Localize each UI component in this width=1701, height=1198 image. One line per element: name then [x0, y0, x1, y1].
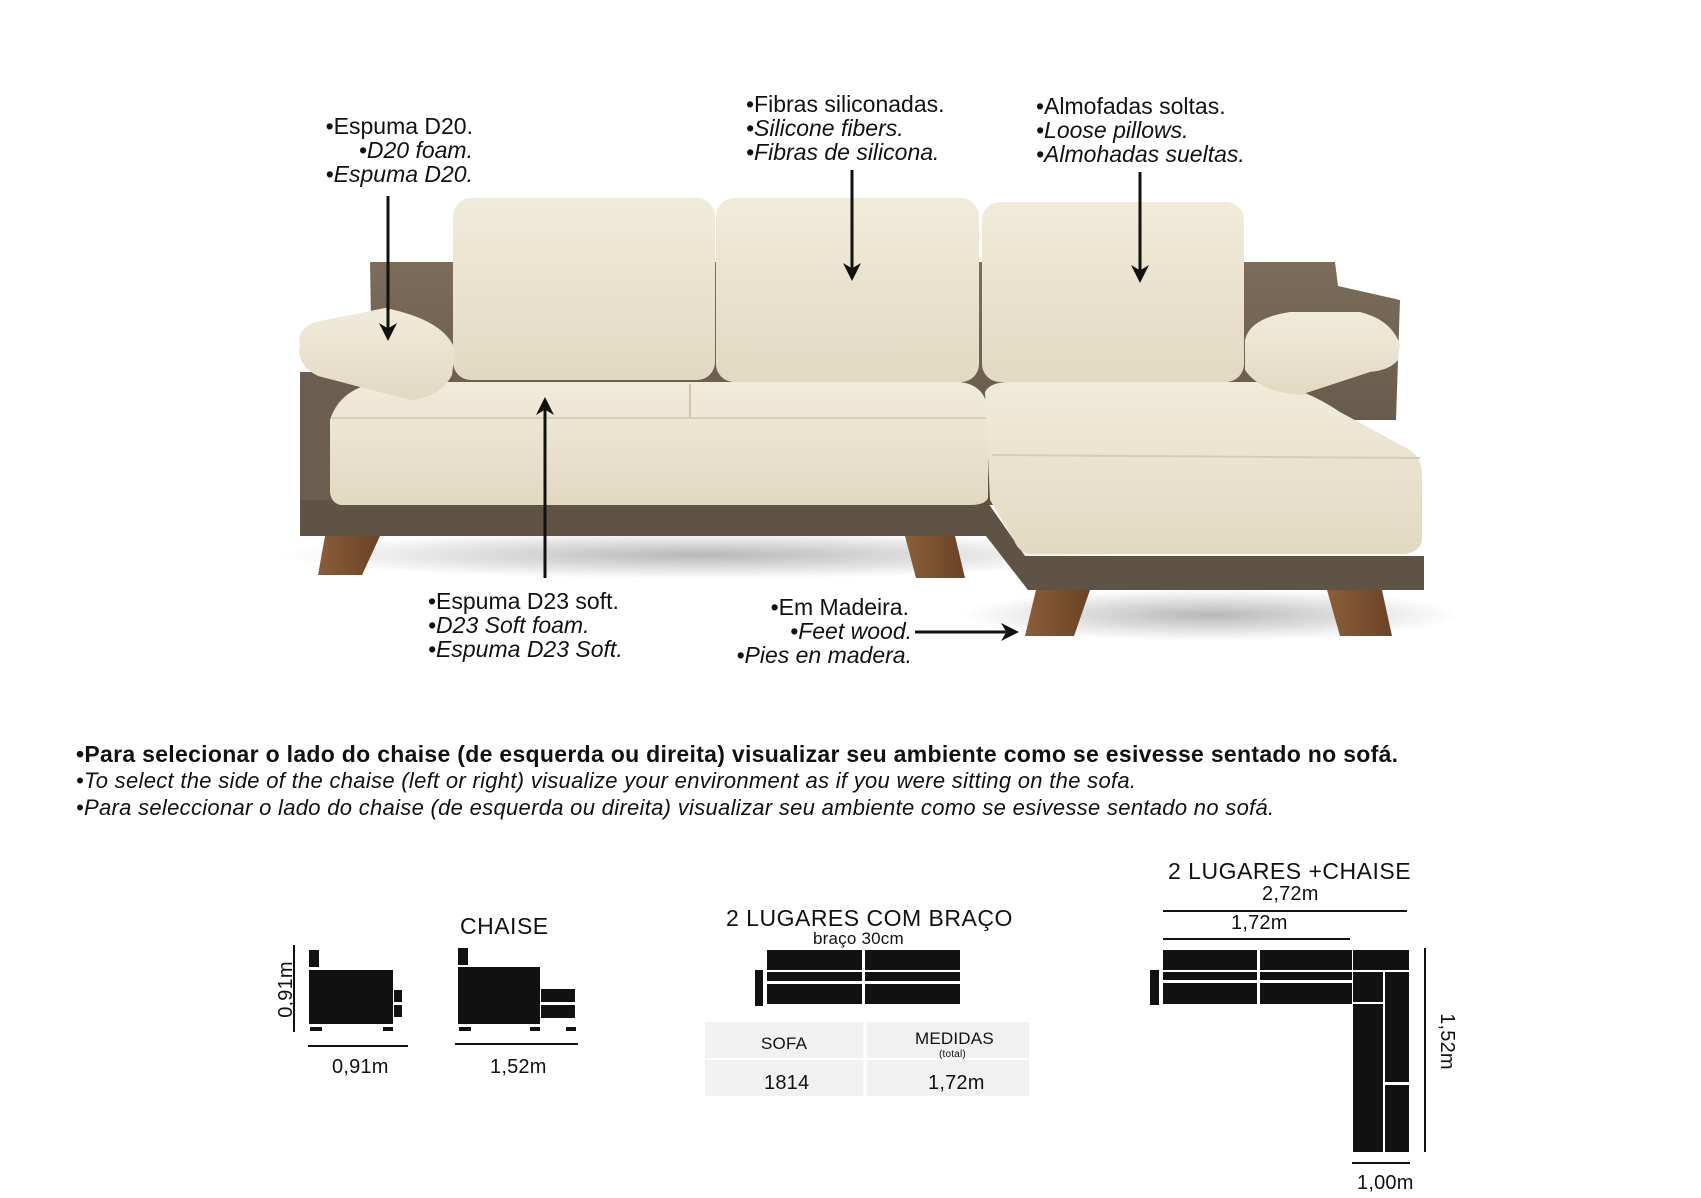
callout-pillows-pt: •Almofadas soltas. — [1036, 93, 1226, 119]
chaise-height-label: 0,91m — [274, 961, 297, 1018]
sofa-width-label: 1,72m — [1231, 912, 1288, 934]
sofa-chaise-diagram — [1150, 950, 1409, 1152]
table-header-sofa: SOFA — [761, 1034, 808, 1053]
table-header-note: (total) — [939, 1049, 966, 1060]
chaise-title: CHAISE — [460, 913, 549, 939]
table-cell-sofa: 1814 — [764, 1072, 810, 1094]
callout-d20-en: •D20 foam. — [358, 137, 473, 163]
chaise-width-bottom-label: 1,00m — [1357, 1172, 1414, 1194]
callout-d23 — [428, 589, 623, 661]
callout-d23-es: •Espuma D23 Soft. — [428, 636, 623, 662]
total-width-label: 2,72m — [1262, 883, 1319, 905]
callout-fibers — [746, 92, 945, 164]
note-pt: •Para selecionar o lado do chaise (de esquerda ou direita) visualizar seu ambiente como se esivesse sentado no sofá. — [76, 741, 1399, 767]
callout-fibers-pt: •Fibras siliconadas. — [746, 91, 945, 117]
callout-wood-pt: •Em Madeira. — [770, 594, 909, 620]
table-header-medidas: MEDIDAS — [915, 1029, 994, 1048]
note-en: •To select the side of the chaise (left or right) visualize your environment as if you were sitting on the sofa. — [76, 768, 1137, 793]
sofa-base — [300, 500, 986, 536]
two-seats-subtitle: braço 30cm — [813, 929, 904, 948]
callout-d23-en: •D23 Soft foam. — [428, 612, 590, 638]
depth-label: 1,52m — [1435, 1013, 1458, 1070]
chaise-width-right-label: 1,52m — [490, 1056, 547, 1078]
two-seats-title: 2 LUGARES COM BRAÇO — [726, 905, 1013, 931]
back-cushion-right — [982, 202, 1244, 382]
callout-pillows-es: •Almohadas sueltas. — [1036, 141, 1245, 167]
two-seats-chaise-title: 2 LUGARES +CHAISE — [1168, 858, 1412, 884]
table-cell-medidas: 1,72m — [928, 1072, 985, 1094]
callout-d20 — [308, 114, 473, 186]
seat-cushion — [330, 382, 988, 505]
chaise-diagram-side — [458, 948, 576, 1031]
chaise-width-left-label: 0,91m — [332, 1056, 389, 1078]
callout-pillows-en: •Loose pillows. — [1036, 117, 1189, 143]
callout-fibers-es: •Fibras de silicona. — [746, 139, 940, 165]
back-cushion-left — [453, 198, 715, 380]
two-seats-diagram — [755, 950, 960, 1006]
callout-wood-en: •Feet wood. — [790, 618, 912, 644]
chaise-diagram-front — [309, 950, 402, 1031]
callout-d20-es: •Espuma D20. — [325, 161, 473, 187]
callout-fibers-en: •Silicone fibers. — [746, 115, 904, 141]
callout-wood — [700, 595, 912, 667]
callout-pillows — [1036, 94, 1245, 166]
note-es: •Para seleccionar o lado do chaise (de esquerda ou direita) visualizar seu ambiente como se esivesse sentado no sofá. — [76, 795, 1275, 820]
callout-d23-pt: •Espuma D23 soft. — [428, 588, 619, 614]
callout-d20-pt: •Espuma D20. — [325, 113, 473, 139]
callout-wood-es: •Pies en madera. — [736, 642, 912, 668]
back-cushion-middle — [716, 198, 979, 382]
